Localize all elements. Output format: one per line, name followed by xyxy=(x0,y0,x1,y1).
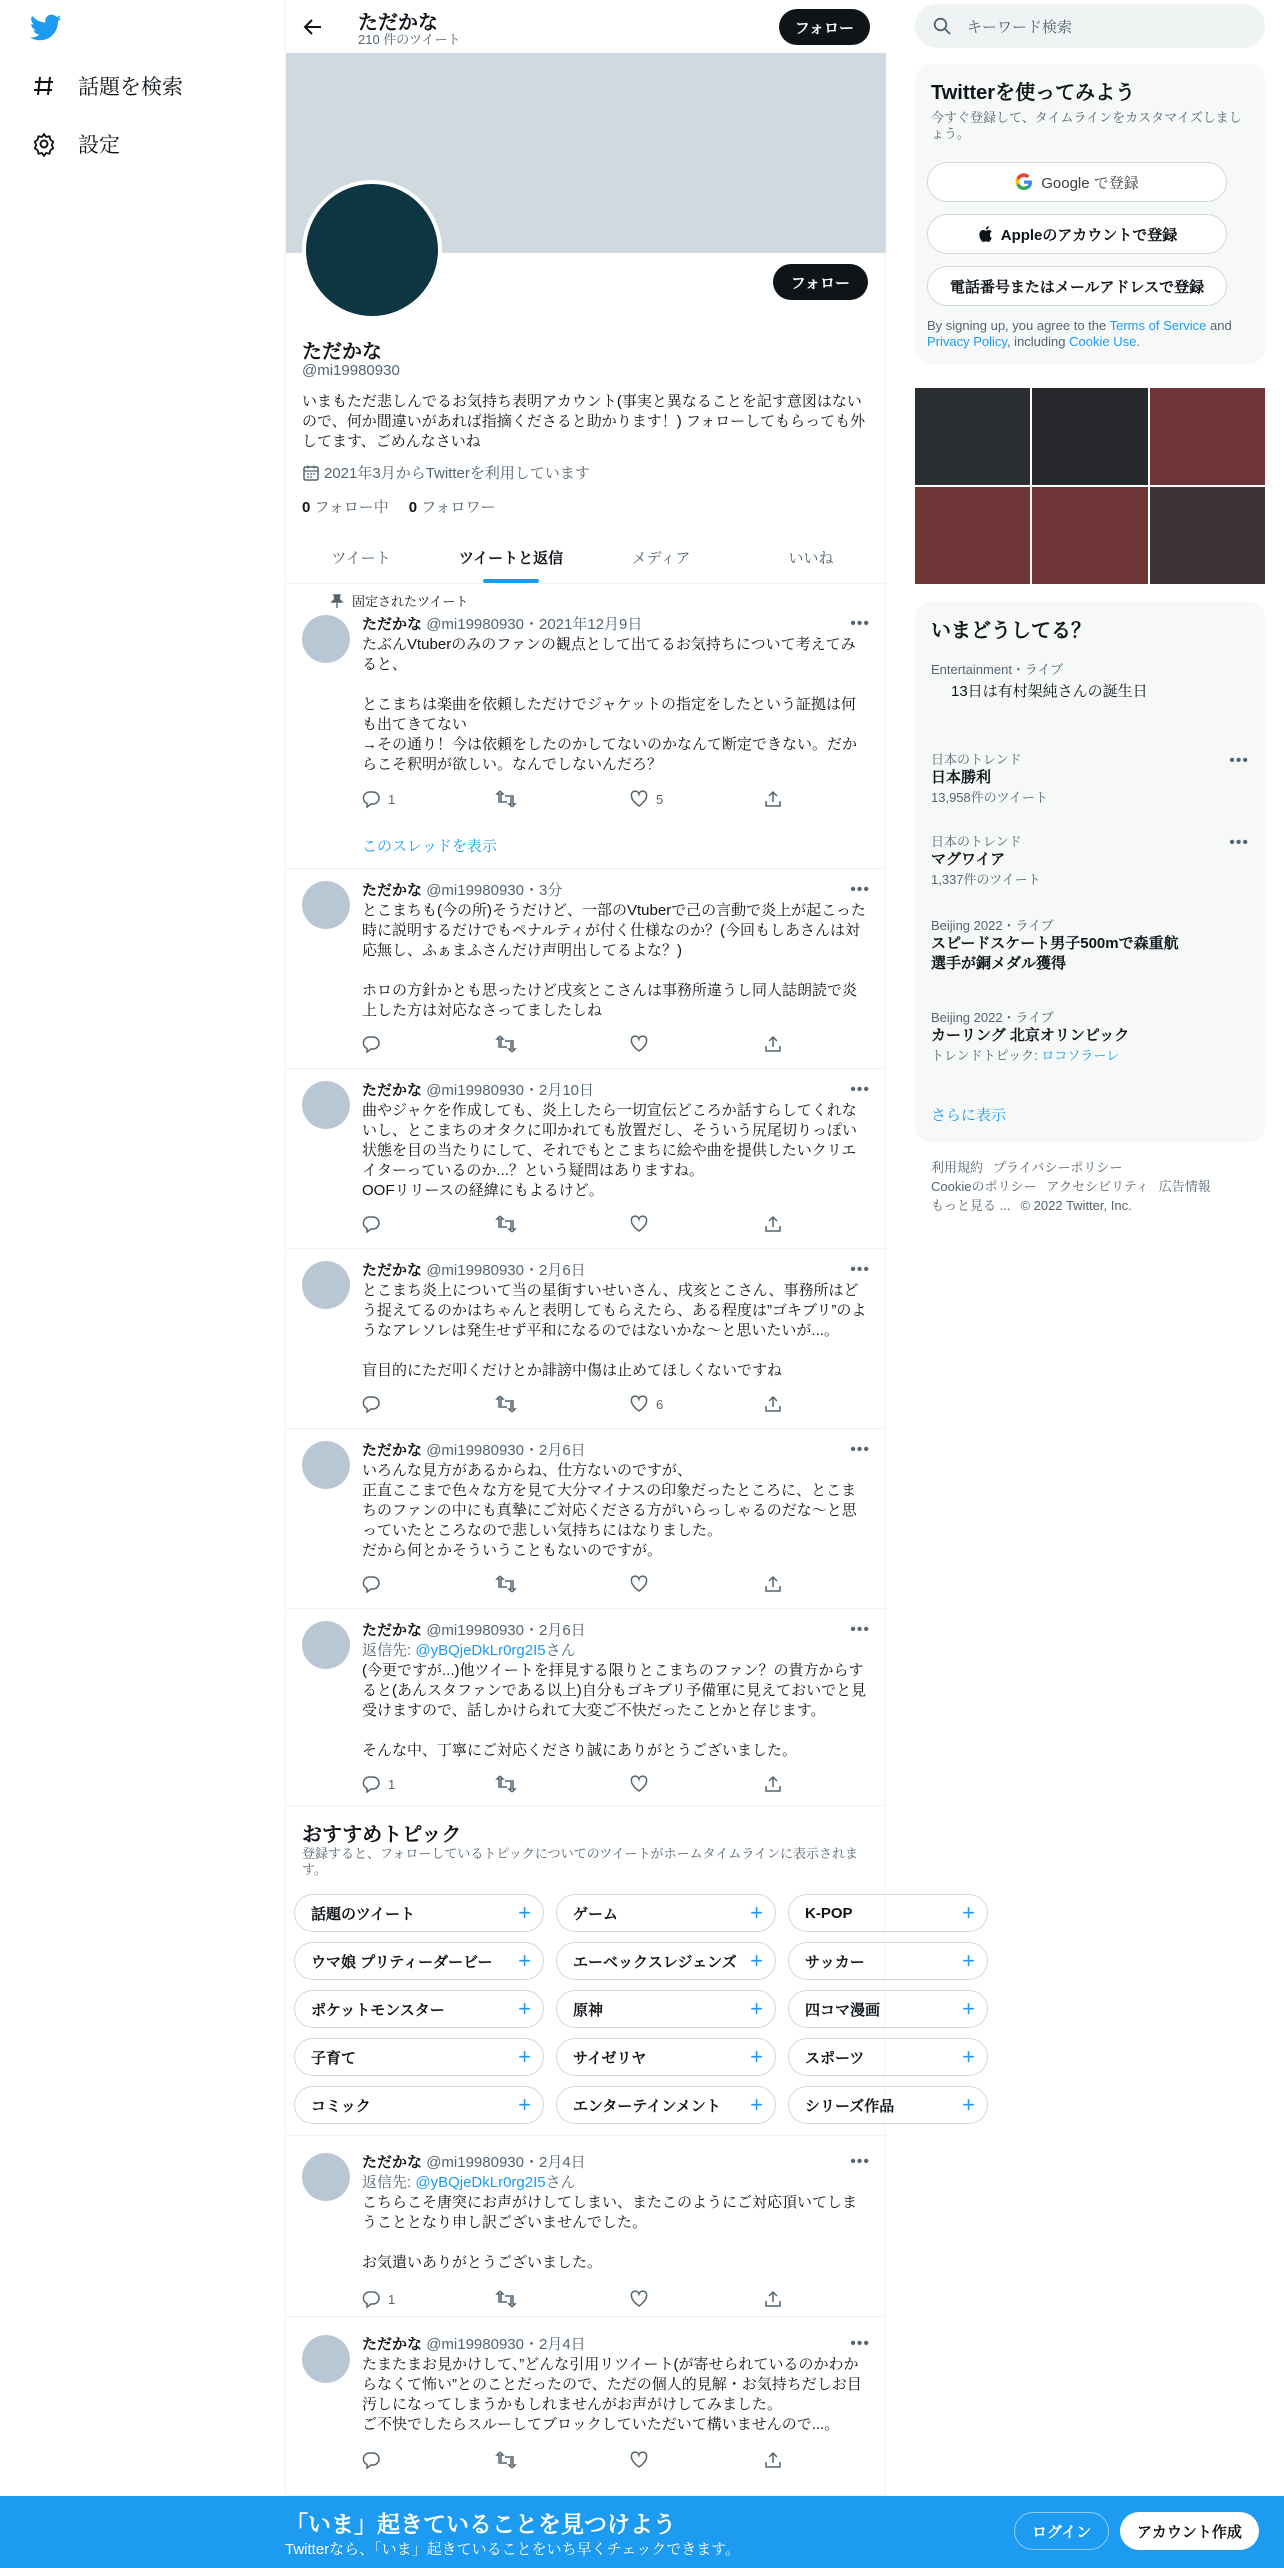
heart-icon xyxy=(630,1035,648,1053)
like-count: 6 xyxy=(656,1396,664,1412)
trend-name: マグワイア xyxy=(931,851,1006,868)
like-button[interactable] xyxy=(630,1215,730,1233)
tweet-item[interactable] xyxy=(286,1609,886,1806)
header-follow-button[interactable]: フォロー xyxy=(779,9,870,45)
like-button[interactable] xyxy=(630,1575,730,1593)
topic-row xyxy=(294,1990,988,2028)
profile-bio: いまもただ悲しんでるお気持ち表明アカウント(事実と異なることを記す意図はないので、何か間違いがあれば指摘くださると助かります！) フォローしてもらっても外してます、ごめんなさいね xyxy=(302,393,866,450)
tweet-item[interactable] xyxy=(286,1249,886,1429)
gear-icon xyxy=(32,132,56,156)
tweet-author-name[interactable]: ただかな xyxy=(362,882,423,899)
tab-tweets[interactable] xyxy=(286,531,436,583)
reply-to-suffix: さん xyxy=(545,2174,576,2191)
topic-chip[interactable] xyxy=(556,2086,776,2124)
share-icon xyxy=(764,1575,782,1593)
plus-icon: + xyxy=(518,1948,531,1973)
trend-category: 日本のトレンド xyxy=(931,834,1022,849)
following-count: 0 xyxy=(302,499,311,516)
tweet-item[interactable] xyxy=(286,585,886,869)
reply-button[interactable] xyxy=(362,2451,462,2469)
share-button[interactable] xyxy=(764,1035,782,1053)
hashtag-icon xyxy=(32,74,56,98)
more-options-icon[interactable]: ••• xyxy=(850,1081,870,1098)
show-more-link[interactable]: さらに表示 xyxy=(931,1107,1007,1124)
tweet-meta: @mi19980930・2月6日 xyxy=(426,1262,586,1279)
profile-stats xyxy=(302,496,496,517)
tweet-author-name[interactable]: ただかな xyxy=(362,1082,423,1099)
tweet-item[interactable] xyxy=(286,1069,886,1249)
terms-including: , including xyxy=(1006,334,1070,349)
reply-count: 1 xyxy=(388,2291,396,2307)
twitter-logo-icon[interactable] xyxy=(30,14,70,54)
plus-icon: + xyxy=(750,1948,763,1973)
heart-icon xyxy=(630,1395,648,1413)
more-options-icon[interactable]: ••• xyxy=(850,881,870,898)
share-icon xyxy=(764,1215,782,1233)
calendar-icon xyxy=(302,464,320,482)
topic-label: シリーズ作品 xyxy=(805,2097,895,2115)
retweet-button[interactable] xyxy=(496,790,596,808)
plus-icon: + xyxy=(750,2092,763,2117)
share-icon xyxy=(764,1395,782,1413)
tweet-text: (今更ですが...)他ツイートを拝見する限りとこまちのファン？の貴方からすると(あんスタファンである以上)自分もゴキブリ予備軍に見えておいでと見受けますので、話しかけられて大変ご不快だったことかと存じます。 そんな中、丁寧にご対応くださり誠にありがとうございました。 xyxy=(362,1662,867,1759)
retweet-button[interactable] xyxy=(496,1575,596,1593)
media-thumbnail[interactable] xyxy=(915,388,1030,485)
topic-row xyxy=(294,1942,988,1980)
topic-label: 四コマ漫画 xyxy=(805,2001,881,2019)
topic-label: エンターテインメント xyxy=(573,2097,721,2115)
tweet-author-name[interactable]: ただかな xyxy=(362,616,423,633)
following-stat[interactable] xyxy=(302,496,389,517)
share-button[interactable] xyxy=(764,1775,782,1793)
signup-terms xyxy=(927,318,1253,350)
footer-links xyxy=(931,1158,1251,1215)
tweet-meta: @mi19980930・2月10日 xyxy=(426,1082,595,1099)
search-bar[interactable] xyxy=(915,4,1265,48)
right-sidebar xyxy=(915,0,1265,2568)
more-options-icon[interactable]: ••• xyxy=(850,1441,870,1458)
topic-chip[interactable] xyxy=(556,1990,776,2028)
share-icon xyxy=(764,2451,782,2469)
footer-link[interactable]: 利用規約 xyxy=(931,1160,984,1175)
trend-category: Beijing 2022・ライブ xyxy=(931,1010,1054,1025)
reply-button[interactable] xyxy=(362,1575,462,1593)
tweet-actions xyxy=(362,1035,782,1053)
trend-name: 13日は有村架純さんの誕生日 xyxy=(951,683,1148,700)
following-label: フォロー中 xyxy=(314,499,389,516)
tweet-text: こちらこそ唐突にお声がけしてしまい、またこのようにご対応頂いてしまうこととなり申し訳ございませんでした。 お気遣いありがとうございました。 xyxy=(362,2194,858,2271)
signup-panel xyxy=(915,64,1265,364)
tweet-text: 曲やジャケを作成しても、炎上したら一切宣伝どころか話すらしてくれないし、とこまちのオタクに叩かれても放置だし、そういう尻尾切りっぽい状態を目の当たりにして、それでもとこまちに絵や曲を提供したいクリエイターっているのか...？という疑問はありますね。 OOFリリースの経緯にもよるけど。 xyxy=(362,1102,858,1199)
tweet-avatar[interactable] xyxy=(302,1081,350,1129)
privacy-link[interactable]: Privacy Policy xyxy=(927,334,1007,349)
tweet-actions xyxy=(362,1775,782,1793)
reply-to-label: 返信先: xyxy=(362,1642,416,1659)
reply-button[interactable] xyxy=(362,1775,462,1793)
retweet-button[interactable] xyxy=(496,1035,596,1053)
trend-topic-line xyxy=(931,1048,1249,1064)
tweet-meta: @mi19980930・2月6日 xyxy=(426,1442,586,1459)
show-thread-link[interactable]: このスレッドを表示 xyxy=(362,838,497,855)
reply-button[interactable] xyxy=(362,790,462,808)
retweet-icon xyxy=(496,1035,516,1053)
footer-link[interactable]: もっと見る ... xyxy=(931,1198,1011,1213)
tweet-avatar[interactable] xyxy=(302,2153,350,2201)
tweet-actions xyxy=(362,1575,782,1593)
tweet-author-name[interactable]: ただかな xyxy=(362,1262,423,1279)
trend-name: スピードスケート男子500mで森重航選手が銅メダル獲得 xyxy=(931,935,1179,972)
topic-label: 原神 xyxy=(573,2001,604,2019)
profile-name: ただかな xyxy=(302,341,382,363)
plus-icon: + xyxy=(962,1948,975,1973)
more-options-icon[interactable]: ••• xyxy=(1229,752,1249,769)
reply-button[interactable] xyxy=(362,1395,462,1413)
share-button[interactable] xyxy=(764,2451,782,2469)
heart-icon xyxy=(630,2290,648,2308)
more-options-icon[interactable]: ••• xyxy=(850,615,870,632)
like-button[interactable] xyxy=(630,2290,730,2308)
reply-button[interactable] xyxy=(362,1215,462,1233)
topics-title: おすすめトピック xyxy=(302,1824,462,1846)
topic-label: 子育て xyxy=(311,2049,357,2067)
reply-icon xyxy=(362,1575,380,1593)
trend-topic-label: トレンドトピック: xyxy=(931,1048,1042,1063)
topics-subtitle: 登録すると、フォローしているトピックについてのツイートがホームタイムラインに表示されます。 xyxy=(302,1846,859,1877)
reply-icon xyxy=(362,2451,380,2469)
nav-explore-label: 話題を検索 xyxy=(78,76,183,99)
topic-label: K-POP xyxy=(805,1904,853,1922)
tweet-item[interactable] xyxy=(286,1429,886,1609)
tweet-actions xyxy=(362,2451,782,2469)
topic-label: ポケットモンスター xyxy=(311,2001,445,2019)
like-button[interactable] xyxy=(630,1775,730,1793)
left-sidebar xyxy=(0,0,285,2568)
footer-link[interactable]: プライバシーポリシー xyxy=(993,1160,1123,1175)
recommended-topics xyxy=(286,1806,975,2136)
media-grid xyxy=(915,388,1265,584)
tweet-text: たぶんVtuberのみのファンの観点として出てるお気持ちについて考えてみると、 とこまちは楽曲を依頼しただけでジャケットの指定をしたという証拠は何も出てきてない →その通り！今は依頼をしたのかしてないのかなんて断定できない。だからこそ釈明が欲しい。なんでしないんだろ？ xyxy=(362,636,858,773)
login-button[interactable]: ログイン xyxy=(1014,2512,1109,2550)
topic-row xyxy=(294,2038,988,2076)
trend-topic-link[interactable]: ロコソラーレ xyxy=(1041,1048,1120,1063)
trend-item[interactable] xyxy=(931,834,1249,888)
plus-icon: + xyxy=(518,1996,531,2021)
heart-icon xyxy=(630,790,648,808)
tab-media[interactable] xyxy=(586,531,736,583)
header-tweet-count: 210 件のツイート xyxy=(358,32,461,47)
heart-icon xyxy=(630,2451,648,2469)
media-thumbnail[interactable] xyxy=(1032,388,1147,485)
reply-to-line xyxy=(362,1641,870,1661)
plus-icon: + xyxy=(518,2044,531,2069)
tweet-text: いろんな見方があるからね、仕方ないのですが、 正直ここまで色々な方を見て大分マイナスの印象だったところに、とこまちのファンの中にも真摯にご対応くださる方がいらっしゃるのだな〜と思っていたところなので悲しい気持ちにはなりました。 だから何とかそういうこともないのですが。 xyxy=(362,1462,857,1559)
retweet-icon xyxy=(496,2451,516,2469)
tweet-meta: @mi19980930・2月4日 xyxy=(426,2336,586,2353)
search-input[interactable]: キーワード検索 xyxy=(967,18,1073,36)
profile-header-bar xyxy=(286,0,886,53)
reply-button[interactable] xyxy=(362,2290,462,2308)
bottom-signup-bar xyxy=(0,2496,1284,2568)
footer-link[interactable]: アクセシビリティ xyxy=(1046,1179,1149,1194)
tab-media-label: メディア xyxy=(631,549,691,567)
reply-to-line xyxy=(362,2173,870,2193)
topic-label: サイゼリヤ xyxy=(573,2049,647,2067)
signup-subtitle: 今すぐ登録して、タイムラインをカスタマイズしましょう。 xyxy=(931,110,1242,141)
google-signup-label: Google で登録 xyxy=(1041,174,1139,192)
apple-signup-button[interactable] xyxy=(927,214,1227,254)
nav-settings-label: 設定 xyxy=(78,134,120,157)
topic-chip[interactable] xyxy=(294,2038,544,2076)
share-button[interactable] xyxy=(764,790,782,808)
reply-icon xyxy=(362,1035,380,1053)
footer-link[interactable]: 広告情報 xyxy=(1158,1179,1211,1194)
trend-item[interactable] xyxy=(931,752,1249,806)
topic-chip[interactable] xyxy=(556,2038,776,2076)
more-options-icon[interactable]: ••• xyxy=(850,2335,870,2352)
nav-explore[interactable] xyxy=(32,64,183,108)
heart-icon xyxy=(630,1215,648,1233)
signup-title: Twitterを使ってみよう xyxy=(931,82,1136,104)
more-options-icon[interactable]: ••• xyxy=(850,2153,870,2170)
followers-stat[interactable] xyxy=(409,496,496,517)
plus-icon: + xyxy=(518,2092,531,2117)
tweet-actions xyxy=(362,1215,782,1233)
reply-icon xyxy=(362,1215,380,1233)
terms-and: and xyxy=(1206,318,1232,333)
tweet-meta: @mi19980930・3分 xyxy=(426,882,563,899)
trend-count: 1,337件のツイート xyxy=(931,872,1041,887)
reply-to-suffix: さん xyxy=(545,1642,576,1659)
profile-join-text: 2021年3月からTwitterを利用しています xyxy=(324,465,590,482)
trends-title: いまどうしてる？ xyxy=(931,620,1091,642)
tweet-avatar[interactable] xyxy=(302,1621,350,1669)
tweet-author-name[interactable]: ただかな xyxy=(362,2154,423,2171)
plus-icon: + xyxy=(750,1900,763,1925)
media-thumbnail[interactable] xyxy=(1032,487,1147,584)
profile-follow-button[interactable]: フォロー xyxy=(773,264,868,300)
retweet-icon xyxy=(496,2290,516,2308)
tweet-author-name[interactable]: ただかな xyxy=(362,1442,423,1459)
trend-category: 日本のトレンド xyxy=(931,752,1022,767)
tweet-actions xyxy=(362,790,782,808)
header-name: ただかな xyxy=(358,12,438,34)
topic-row xyxy=(294,1894,988,1932)
media-thumbnail[interactable] xyxy=(915,487,1030,584)
like-button[interactable] xyxy=(630,1035,730,1053)
tab-likes-label: いいね xyxy=(788,549,834,567)
tweet-item[interactable] xyxy=(286,869,886,1069)
cookie-link[interactable]: Cookie Use xyxy=(1069,334,1137,349)
retweet-icon xyxy=(496,790,516,808)
reply-icon xyxy=(362,1395,380,1413)
tweet-avatar[interactable] xyxy=(302,1441,350,1489)
tab-tweets-and-replies[interactable] xyxy=(436,531,586,583)
share-button[interactable] xyxy=(764,1395,782,1413)
reply-button[interactable] xyxy=(362,1035,462,1053)
topic-chip[interactable] xyxy=(294,2086,544,2124)
retweet-icon xyxy=(496,1395,516,1413)
topic-chip[interactable] xyxy=(294,1942,544,1980)
reply-count: 1 xyxy=(388,1776,396,1792)
search-icon xyxy=(933,17,951,35)
retweet-button[interactable] xyxy=(496,2451,596,2469)
pinned-indicator xyxy=(330,591,468,610)
reply-to-handle[interactable]: @yBQjeDkLr0rg2I5 xyxy=(415,1642,546,1659)
profile-tabs xyxy=(286,531,886,584)
tweet-meta: @mi19980930・2月6日 xyxy=(426,1622,586,1639)
tweet-text: とこまち炎上について当の星街すいせいさん、戌亥とこさん、事務所はどう捉えてるのかはちゃんと表明してもらえたら、ある程度は”ゴキブリ”のようなアレソレは発生せず平和になるのではないかな〜と思いたいが...。 盲目的にただ叩くだけとか誹謗中傷は止めてほしくないですね xyxy=(362,1282,867,1379)
tweet-avatar[interactable] xyxy=(302,881,350,929)
followers-count: 0 xyxy=(408,499,418,516)
share-icon xyxy=(764,1775,782,1793)
media-thumbnail[interactable] xyxy=(1150,388,1265,485)
trends-panel xyxy=(915,602,1265,1142)
tab-tweets-and-replies-label: ツイートと返信 xyxy=(458,549,564,567)
tweet-actions xyxy=(362,1395,782,1413)
profile-avatar[interactable] xyxy=(302,180,442,320)
media-thumbnail[interactable] xyxy=(1150,487,1265,584)
plus-icon: + xyxy=(750,1996,763,2021)
footer-link[interactable]: Cookieのポリシー xyxy=(931,1179,1037,1194)
heart-icon xyxy=(630,1575,648,1593)
more-options-icon[interactable]: ••• xyxy=(850,1261,870,1278)
tab-likes[interactable] xyxy=(736,531,886,583)
plus-icon: + xyxy=(962,2044,975,2069)
tweet-meta: @mi19980930・2月4日 xyxy=(426,2154,586,2171)
google-signup-button[interactable] xyxy=(927,162,1227,202)
reply-to-handle[interactable]: @yBQjeDkLr0rg2I5 xyxy=(415,2174,546,2191)
share-icon xyxy=(764,790,782,808)
topic-chip[interactable] xyxy=(556,1942,776,1980)
tweet-item[interactable] xyxy=(286,2137,886,2317)
share-button[interactable] xyxy=(764,2290,782,2308)
topic-label: サッカー xyxy=(805,1953,865,1971)
plus-icon: + xyxy=(750,2044,763,2069)
reply-icon xyxy=(362,790,380,808)
copyright: © 2022 Twitter, Inc. xyxy=(1020,1198,1132,1213)
terms-link[interactable]: Terms of Service xyxy=(1109,318,1207,333)
tweet-meta: @mi19980930・2021年12月9日 xyxy=(426,616,643,633)
apple-icon xyxy=(977,225,993,243)
reply-count: 1 xyxy=(388,791,396,807)
retweet-button[interactable] xyxy=(496,1775,596,1793)
back-arrow-icon[interactable] xyxy=(296,10,330,44)
followers-label: フォロワー xyxy=(421,499,496,516)
plus-icon: + xyxy=(518,1900,531,1925)
tweet-avatar[interactable] xyxy=(302,615,350,663)
tweet-item[interactable] xyxy=(286,2317,886,2496)
bottom-bar-subtitle: Twitterなら、「いま」起きていることをいち早くチェックできます。 xyxy=(285,2541,741,2558)
plus-icon: + xyxy=(962,1996,975,2021)
terms-end: . xyxy=(1136,334,1140,349)
share-button[interactable] xyxy=(764,1215,782,1233)
terms-prefix: By signing up, you agree to the xyxy=(927,318,1110,333)
phone-email-signup-button[interactable]: 電話番号またはメールアドレスで登録 xyxy=(927,266,1227,306)
retweet-icon xyxy=(496,1575,516,1593)
nav-settings[interactable] xyxy=(32,122,120,166)
active-tab-indicator xyxy=(483,579,539,583)
more-options-icon[interactable]: ••• xyxy=(850,1621,870,1638)
share-button[interactable] xyxy=(764,1575,782,1593)
tweet-author-name[interactable]: ただかな xyxy=(362,2336,423,2353)
reply-to-label: 返信先: xyxy=(362,2174,416,2191)
trend-name: カーリング 北京オリンピック xyxy=(931,1027,1130,1044)
share-icon xyxy=(764,2290,782,2308)
trend-category: Beijing 2022・ライブ xyxy=(931,918,1054,933)
retweet-button[interactable] xyxy=(496,2290,596,2308)
pin-icon xyxy=(330,594,344,608)
topic-label: コミック xyxy=(311,2097,371,2115)
like-count: 5 xyxy=(656,791,664,807)
tweet-author-name[interactable]: ただかな xyxy=(362,1622,423,1639)
topic-label: ウマ娘 プリティーダービー xyxy=(311,1953,493,1971)
topic-label: ゲーム xyxy=(573,1905,619,1923)
retweet-icon xyxy=(496,1775,516,1793)
like-button[interactable] xyxy=(630,790,730,808)
bottom-bar-title: 「いま」起きていることを見つけよう xyxy=(285,2511,676,2537)
like-button[interactable] xyxy=(630,2451,730,2469)
more-options-icon[interactable]: ••• xyxy=(1229,834,1249,851)
topic-label: スポーツ xyxy=(805,2049,865,2067)
trend-item[interactable] xyxy=(931,918,1249,974)
tweet-text: とこまちも(今の所)そうだけど、一部のVtuberで己の言動で炎上が起こった時に説明するだけでもペナルティが付く仕様なのか？(今回もしあさんは対応無し、ふぁまふさんだけ声明出してるよな？) ホロの方針かとも思ったけど戌亥とこさんは事務所違うし同人誌朗読で炎上した方は対応なさってましたしね xyxy=(362,902,866,1019)
tweet-actions xyxy=(362,2290,782,2308)
topic-label: エーベックスレジェンズ xyxy=(573,1953,737,1971)
plus-icon: + xyxy=(962,1900,975,1925)
like-button[interactable] xyxy=(630,1395,730,1413)
retweet-button[interactable] xyxy=(496,1395,596,1413)
profile-handle: @mi19980930 xyxy=(302,362,400,379)
trend-item[interactable] xyxy=(931,662,1249,702)
apple-signup-label: Appleのアカウントで登録 xyxy=(1000,226,1178,244)
topic-label: 話題のツイート xyxy=(311,1905,415,1923)
reply-icon xyxy=(362,1775,380,1793)
topic-chip[interactable] xyxy=(294,1894,544,1932)
trend-name: 日本勝利 xyxy=(931,769,992,786)
tweet-avatar[interactable] xyxy=(302,1261,350,1309)
tweet-avatar[interactable] xyxy=(302,2335,350,2383)
pinned-label: 固定されたツイート xyxy=(352,594,469,609)
trend-item[interactable] xyxy=(931,1010,1249,1064)
topic-chip[interactable] xyxy=(294,1990,544,2028)
retweet-button[interactable] xyxy=(496,1215,596,1233)
signup-button[interactable]: アカウント作成 xyxy=(1120,2512,1259,2550)
tweet-text: たまたまお見かけして、”どんな引用リツイート(が寄せられているのかわからなくて怖い”とのことだったので、ただの個人的見解・お気持ちだしお目汚しになってしまうかもしれませんがお声がけしてみました。 ご不快でしたらスルーしてブロックしていただいて構いませんので...。 xyxy=(362,2356,862,2433)
retweet-icon xyxy=(496,1215,516,1233)
plus-icon: + xyxy=(962,2092,975,2117)
topic-row xyxy=(294,2086,988,2124)
topic-chip[interactable] xyxy=(556,1894,776,1932)
google-icon xyxy=(1015,173,1033,191)
reply-icon xyxy=(362,2290,380,2308)
trend-category: Entertainment・ライブ xyxy=(931,662,1064,677)
trend-count: 13,958件のツイート xyxy=(931,790,1048,805)
share-icon xyxy=(764,1035,782,1053)
tab-tweets-label: ツイート xyxy=(331,549,391,567)
heart-icon xyxy=(630,1775,648,1793)
profile-join-date xyxy=(302,462,590,483)
